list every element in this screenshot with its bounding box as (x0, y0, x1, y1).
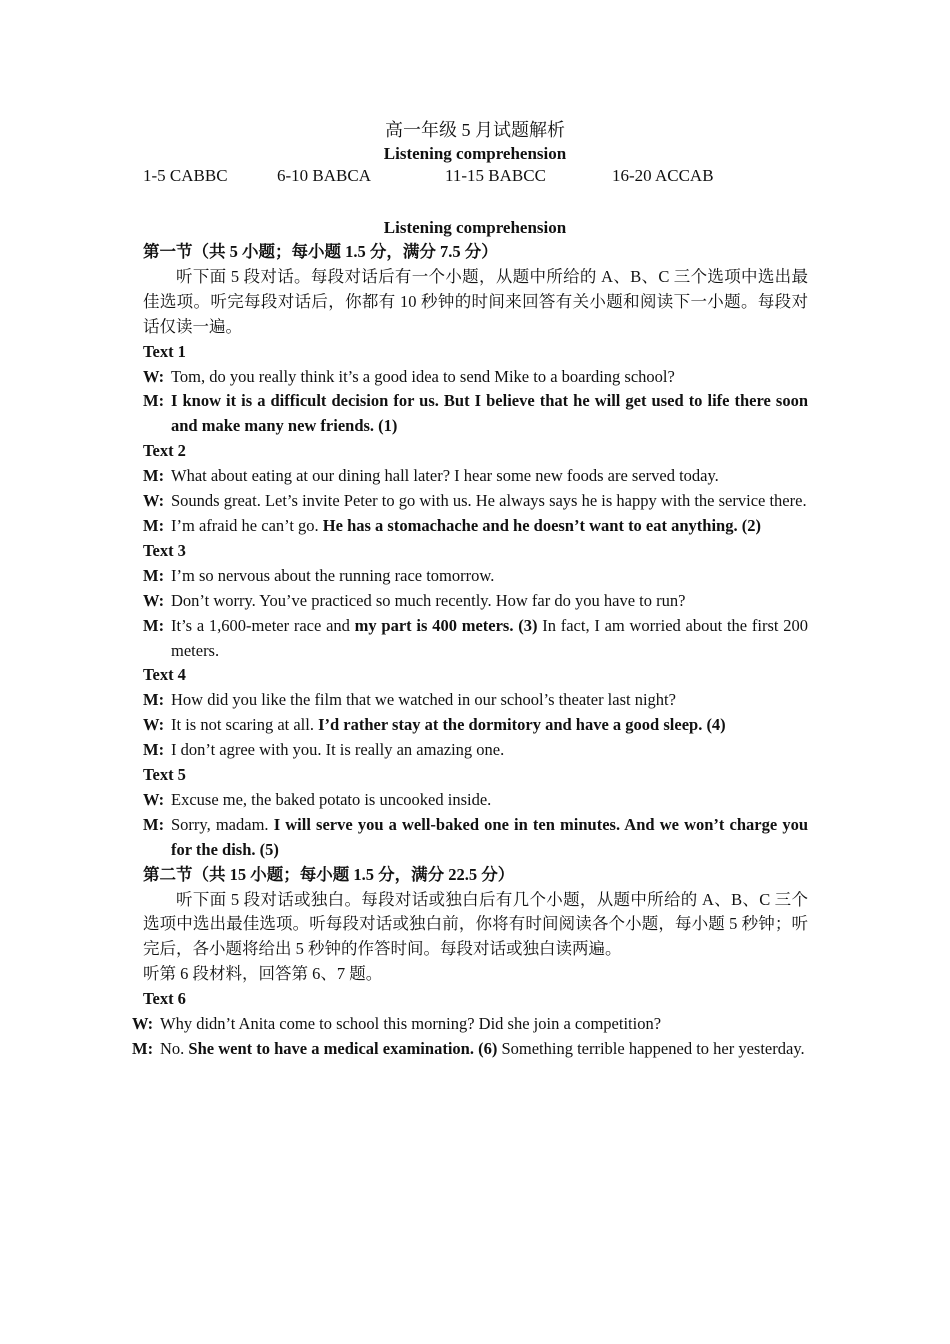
line-text: I’m so nervous about the running race tomorrow. (171, 565, 495, 585)
text-label: Text 6 (143, 989, 186, 1009)
line-text: Why didn’t Anita come to school this morning? Did she join a competition? (160, 1014, 662, 1034)
line-text: Sounds great. Let’s invite Peter to go with us. He always says he is happy with the service there. (171, 491, 807, 511)
dialogue-line (143, 813, 808, 863)
dialogue-line (143, 688, 808, 713)
text-label: Text 2 (143, 441, 186, 461)
answer-group-3: 11-15 BABCC (445, 166, 546, 185)
line-text: It is not scaring at all. (171, 715, 319, 735)
speaker-label: M: (143, 565, 165, 585)
page-title: 高一年级 5 月试题解析 (385, 120, 565, 140)
part2-prompt: 听第 6 段材料，回答第 6、7 题。 (143, 964, 383, 984)
dialogue-line (143, 365, 808, 390)
speaker-label: M: (143, 814, 165, 834)
speaker-label: M: (143, 740, 165, 760)
dialogue-line (143, 389, 808, 439)
line-text: What about eating at our dining hall later? I hear some new foods are served today. (171, 466, 719, 486)
speaker-label: M: (143, 466, 165, 486)
dialogue-line (143, 713, 808, 738)
text-label: Text 4 (143, 665, 186, 685)
speaker-label: M: (132, 1039, 154, 1058)
answer-key-sentence: my part is 400 meters. (3) (354, 615, 538, 635)
dialogue-line (143, 514, 808, 539)
answer-group-2: 6-10 BABCA (277, 166, 371, 185)
page-subtitle: Listening comprehension (383, 144, 567, 163)
dialogue-line (143, 464, 808, 489)
line-text: It’s a 1,600-meter race and (171, 615, 355, 635)
line-text-after: Something terrible happened to her yesterday. (497, 1039, 805, 1058)
dialogue-line (143, 489, 808, 514)
text-label: Text 5 (143, 765, 186, 785)
dialogue-line (143, 614, 808, 664)
answer-key-sentence: He has a stomachache and he doesn’t want to eat anything. (2) (322, 515, 761, 535)
dialogue-line (143, 738, 808, 763)
part1-title: 第一节（共 5 小题；每小题 1.5 分，满分 7.5 分） (143, 242, 498, 261)
speaker-label: W: (143, 789, 165, 809)
answer-key (0, 166, 950, 192)
line-text: Excuse me, the baked potato is uncooked inside. (171, 789, 492, 809)
text-label: Text 3 (143, 540, 186, 560)
part2-title: 第二节（共 15 小题；每小题 1.5 分，满分 22.5 分） (143, 864, 515, 884)
speaker-label: W: (143, 590, 165, 610)
speaker-label: M: (143, 615, 165, 635)
speaker-label: W: (143, 366, 165, 386)
line-text: I’m afraid he can’t go. (171, 515, 323, 535)
line-text: No. (160, 1039, 189, 1058)
speaker-label: W: (143, 715, 165, 735)
line-text: Don’t worry. You’ve practiced so much recently. How far do you have to run? (171, 590, 686, 610)
speaker-label: W: (132, 1014, 154, 1034)
transcript-body (132, 240, 809, 1062)
answer-key-sentence: I’d rather stay at the dormitory and have a good sleep. (4) (318, 715, 726, 735)
answer-key-sentence: I know it is a difficult decision for us. But I believe that he will get used to life there soon and make many new friends. (1) (171, 391, 808, 436)
answer-key-sentence: I will serve you a well-baked one in ten minutes. And we won’t charge you for the dish. (5) (171, 814, 809, 859)
line-text: Tom, do you really think it’s a good idea to send Mike to a boarding school? (171, 366, 675, 386)
answer-group-4: 16-20 ACCAB (612, 166, 714, 185)
line-text: How did you like the film that we watched in our school’s theater last night? (171, 690, 676, 710)
line-text: Sorry, madam. (171, 814, 274, 834)
section-heading: Listening comprehension (383, 218, 567, 237)
dialogue-line (143, 788, 808, 813)
speaker-label: M: (143, 515, 165, 535)
speaker-label: W: (143, 491, 165, 511)
dialogue-line (143, 589, 808, 614)
line-text-after: In fact, I am worried about the first 200 meters. (171, 615, 808, 660)
dialogue-line (143, 564, 808, 589)
answer-key-sentence: She went to have a medical examination. (6) (188, 1039, 498, 1058)
speaker-label: M: (143, 690, 165, 710)
dialogue-line (132, 1037, 808, 1062)
part2-instructions: 听下面 5 段对话或独白。每段对话或独白后有几个小题，从题中所给的 A、B、C 三个选项中选出最佳选项。听每段对话或独白前，你将有时间阅读各个小题，每小题 5 秒钟；听完后，各小题将给出 5 秒钟的作答时间。每段对话或独白读两遍。 (143, 889, 808, 959)
part1-instructions: 听下面 5 段对话。每段对话后有一个小题，从题中所给的 A、B、C 三个选项中选出最佳选项。听完每段对话后，你都有 10 秒钟的时间来回答有关小题和阅读下一小题。每段对话仅读一遍。 (143, 266, 808, 336)
line-text: I don’t agree with you. It is really an amazing one. (171, 740, 505, 760)
text-label: Text 1 (143, 341, 186, 361)
answer-group-1: 1-5 CABBC (143, 166, 228, 185)
speaker-label: M: (143, 391, 165, 411)
dialogue-line (132, 1012, 808, 1037)
